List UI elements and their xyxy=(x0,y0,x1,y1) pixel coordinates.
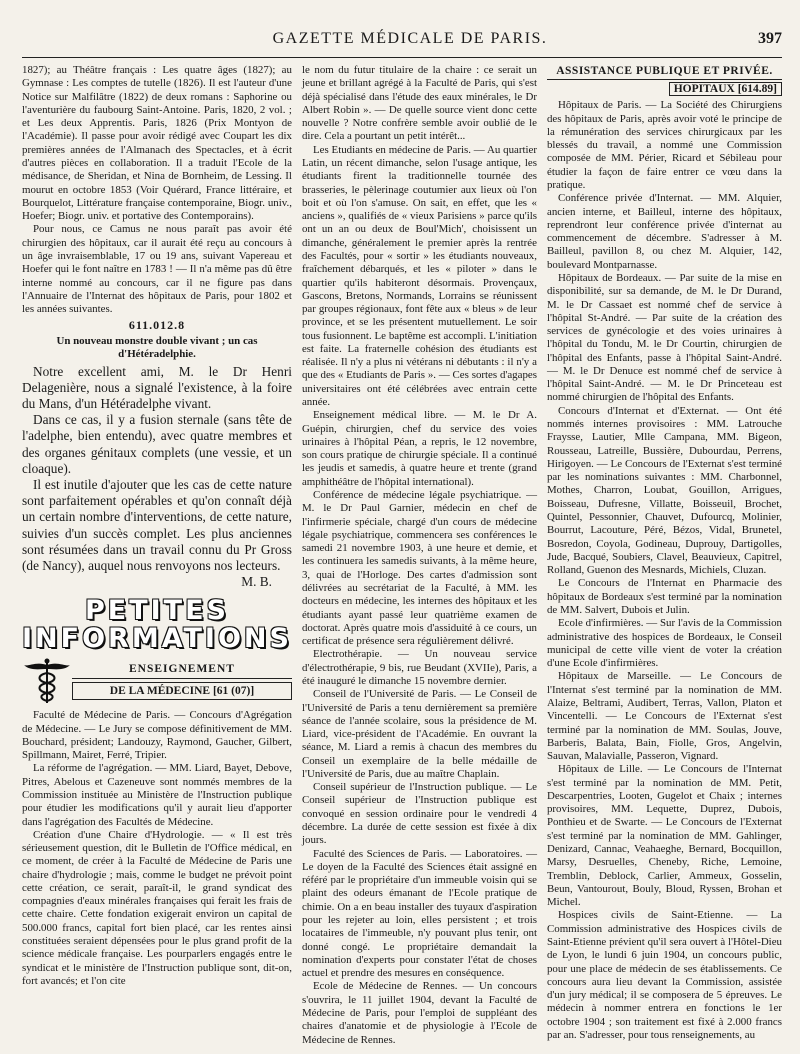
paragraph: Dans ce cas, il y a fusion sternale (sans tête de l'adelphe, bien entendu), avec quatre membres et des organes génitaux complets (une vessie, et un cloaque). xyxy=(22,412,292,476)
section-title: ENSEIGNEMENT xyxy=(72,662,292,679)
paragraph: Hôpitaux de Bordeaux. — Par suite de la mise en disponibilité, sur sa demande, de M. le Dr Durand, M. le Dr Cassaet est nommé chef de service à l'hôpital St-André. — Par suite de la création des services de gynécologie et des voies urinaires à l'hôpital du Tondu, M. le Dr Courtin, chirurgien de l'hôpital des Enfants, passe à l'hôpital Saint-André. — M. le Dr Denuce est nommé chef de service à l'hôpital Saint-André. — M. le Dr Princeteau est nommé chirurgien de l'hôpital des Enfants. xyxy=(546,271,782,404)
journal-title: GAZETTE MÉDICALE DE PARIS. xyxy=(272,30,548,47)
paragraph: La réforme de l'agrégation. — MM. Liard, Bayet, Debove, Pitres, Abelous et Cazeneuve sont nommés membres de la Commission instituée au Ministère de l'Instruction publique pour étudier les modifications qu'il y aurait lieu d'apporter dans l'agrégation des Facultés de Médecine. xyxy=(22,762,292,828)
paragraph: Les Etudiants en médecine de Paris. — Au quartier Latin, un récent dimanche, selon l'usage antique, les étudiants firent la traditionnelle tournée des brasseries, le pèlerinage coutumier aux lieux où l'on boit et où l'on s'amuse. On sait, en effet, que les « anciens », qualifiés de « vieux Parisiens » parce qu'ils ont un an ou deux de Boul'Mich', choisissent un dimanche, généralement le premier après la rentrée des Facultés, pour « sortir » les étudiants nouveaux, fraîchement débarqués, et les « piloter » dans le quartier qu'ils habiteront désormais. Provençaux, Gascons, Bretons, Normands, Lorrains se réunissent par groupes régionaux, font fête aux « bleus » de leur province, et se les présentent mutuellement. Le soir tous fusionnent. Le baptême est accompli. L'initiation est faite. La fraternelle cohésion des étudiants est réalisée. Il n'y a plus ni vétérans ni débutants : il n'y a que des « Etudiants de Paris ». — Ces sortes d'agapes universitaires ont été célébrées avec entrain cette année. xyxy=(301,143,537,409)
column-middle xyxy=(302,64,537,1049)
section-subtitle: DE LA MÉDECINE [61 (07)] xyxy=(72,682,292,700)
paragraph: Conseil supérieur de l'Instruction publique. — Le Conseil supérieur de l'Instruction publique est convoqué en session ordinaire pour le vendredi 4 décembre. La durée de cette session est fixée à dix jours. xyxy=(301,781,537,847)
paragraph: Concours d'Internat et d'Externat. — Ont été nommés internes provisoires : MM. Latrouche Fraysse, Lautier, Mlle Campana, MM. Bigeon, Rousseau, Latreille, Bussière, Dubourdau, Perrens, Hirigoyen. — Le Concours de l'Externat s'est terminé par les nominations suivantes : MM. Charbonnel, Mothes, Charron, Loubat, Gouillon, Arrigues, Boisseau, Dufresne, Villatte, Boisseuil, Brochet, Quintel, Pessonnier, Chauvet, Dufourcq, Molinier, Bourrut, Lacouture, Péré, Bézos, Vidal, Brunetel, Bosredon, Coyola, Godineau, Duprouy, Dartigolles, Jude, Bacqué, Soubiers, Clavel, Beauvieux, Capitrel, Rolland, Guenon des Mesnards, Michiels, Cluzan. xyxy=(546,404,782,577)
paragraph: Hôpitaux de Paris. — La Société des Chirurgiens des hôpitaux de Paris, après avoir voté le principe de la rémunération des services chirurgicaux par les blessés du travail, a nommé une Commission composée de MM. Périer, Ricard et Sébileau pour étudier la façon de faire entrer ce vœu dans la pratique. xyxy=(546,99,782,191)
paragraph: Faculté des Sciences de Paris. — Laboratoires. — Le doyen de la Faculté des Sciences était assigné en référé par le propriétaire d'un immeuble voisin qui se plaint des odeurs émanant de l'Ecole pratique de chimie. On a en beau installer des tuyaux d'aspiration pour les rejeter au loin, elles persistent ; et trois locataires de l'immeuble, n'y pouvant plus tenir, ont donné congé. Le propriétaire demandait la nomination d'experts pour constater l'état de choses actuel et prendre des mesures en conséquence. xyxy=(301,847,537,980)
paragraph: Il est inutile d'ajouter que les cas de cette nature sont parfaitement opérables et qu'on connaît déjà un certain nombre d'interventions, de cette nature, suivies d'un succès complet. Les plus anciennes sont résumées dans un travail connu du Pr Gross (de Nancy), auquel nous renvoyons nos lecteurs. xyxy=(22,477,292,574)
section-title: ASSISTANCE PUBLIQUE ET PRIVÉE. xyxy=(547,64,782,80)
paragraph: Faculté de Médecine de Paris. — Concours d'Agrégation de Médecine. — Le Jury se compose définitivement de MM. Bouchard, président; Landouzy, Raymond, Gaucher, Gilbert, Spillmann, Mairet, Ferré, Tripier. xyxy=(22,709,292,762)
page-header xyxy=(22,30,782,58)
paragraph: Electrothérapie. — Un nouveau service d'électrothérapie, 9 bis, rue Beudant (XVIIe), Paris, a été inauguré le dimanche 15 novembre dernier. xyxy=(301,648,537,687)
section-subtitle-wrap xyxy=(547,82,782,96)
paragraph: Notre excellent ami, M. le Dr Henri Delagenière, nous a signalé l'existence, à la foire du Mans, d'un Hétéradelphe vivant. xyxy=(22,363,292,411)
signature: M. B. xyxy=(241,574,272,590)
paragraph: Conférence privée d'Internat. — MM. Alquier, ancien interne, et Bailleul, interne des hôpitaux, reprendront leur conférence privée d'internat au commencement de décembre. S'adresser à M. Bailleul, pavillon 8, ou chez M. Alquier, 142, boulevard Montparnasse. xyxy=(546,192,782,271)
article-heading: Un nouveau monstre double vivant ; un cas d'Hétéradelphie. xyxy=(56,334,258,361)
columns xyxy=(22,64,782,1049)
section-banner xyxy=(22,594,292,654)
banner-line-2: INFORMATIONS xyxy=(22,622,292,654)
section-subtitle: HOPITAUX [614.89] xyxy=(669,82,782,96)
classification-code: 611.012.8 xyxy=(128,318,186,333)
paragraph: Création d'une Chaire d'Hydrologie. — « Il est très sérieusement question, dit le Bulletin de l'Office médical, en ce moment, de créer à la Faculté de Médecine de Paris une chaire d'hydrologie ; mais, comme le budget ne prévoit point cette création, ce serait, paraît-il, le grand syndicat des compagnies d'eaux minérales françaises qui ferait les frais de cette chaire. Cette fondation exigerait environ un capital de 500.000 francs, capital fort bien placé, car les rentes ainsi constituées seraient dépensées pour le plus grand profit de la science médicale française. Les pourparlers engagés entre le syndicat et le ministère de l'Instruction publique sont, dit-on, fort avancés; et l'on cite xyxy=(22,828,292,987)
paragraph: Enseignement médical libre. — M. le Dr A. Guépin, chirurgien, chef du service des voies urinaires à l'hôpital Péan, a repris, le 12 novembre, son cours pratique de chirurgie spéciale. Il a continué les jeudis et samedis, à quatre heure et trente (grand amphithéâtre de l'hôpital international). xyxy=(301,409,537,488)
paragraph: Ecole de Médecine de Rennes. — Un concours s'ouvrira, le 11 juillet 1904, devant la Faculté de Médecine de Paris, pour l'emploi de suppléant des chaires d'anatomie et de physiologie à l'Ecole de Médecine de Rennes. xyxy=(301,980,537,1046)
paragraph: Hôpitaux de Marseille. — Le Concours de l'Internat s'est terminé par la nomination de MM. Alaize, Beltrami, Audibert, Terras, Vallon, Platon et Vincentelli. — Le Concours de l'Externat s'est terminé par la nomination de MM. Soulas, Jouve, Barberis, Balata, Bain, Fiolle, Gros, Angelvin, Sauvan, Malavialle, Passeron, Vignard. xyxy=(546,670,782,763)
column-right xyxy=(547,64,782,1049)
paragraph: Hospices civils de Saint-Etienne. — La Commission administrative des Hospices civils de Saint-Etienne prévient qu'il sera ouvert à l'Hôtel-Dieu de Lyon, le lundi 6 juin 1904, un concours public, pour une place de médecin de ses établissements. Ce concours aura lieu devant la Commission, assistée d'un jury médical; il se composera de 5 épreuves. Le médecin à nommer entrera en fonctions le 1er octobre 1904 ; son traitement est fixé à 2.000 francs par an. S'adresser, pour tous renseignements, au xyxy=(546,909,782,1041)
paragraph: Conseil de l'Université de Paris. — Le Conseil de l'Université de Paris a tenu dernièrement sa première séance de l'année scolaire, sous la présidence de M. Liard, vice-président de l'Académie. En ouvrant la séance, M. Liard a remis à chacun des membres du Conseil un exemplaire de la belle médaille de l'Université de Paris, due au maître Chaplain. xyxy=(301,688,537,780)
paragraph: Le Concours de l'Internat en Pharmacie des hôpitaux de Bordeaux s'est terminé par la nomination de MM. Salvert, Dubois et Julin. xyxy=(546,577,782,616)
paragraph: Conférence de médecine légale psychiatrique. — M. le Dr Paul Garnier, médecin en chef de l'infirmerie spéciale, chargé d'un cours de médecine légale psychiatrique, commencera ses conférences le samedi 21 novembre 1903, à une heure et demie, et les continuera les samedis suivants, à la même heure, 3, quai de l'Horloge. Des cartes d'admission sont délivrées au secrétariat de la Faculté, à MM. les docteurs en médecine, les internes des hôpitaux et les étudiants ayant passé leur quatrième examen de doctorat. Après quatre mois d'assiduité à ce cours, un certificat de présence sera régulièrement délivré. xyxy=(301,489,537,648)
banner-line-1: PETITES xyxy=(84,594,229,626)
paragraph: Hôpitaux de Lille. — Le Concours de l'Internat s'est terminé par la nomination de MM. Petit, Descarpentries, Looten, Gugelot et Chaix ; internes provisoires, MM. Lequette, Duprez, Dubois, Ponthieu et de Swarte. — Le Concours de l'Externat s'est terminé par la nomination de MM. Gahlinger, Denizard, Cannac, Veahaeghe, Bernard, Bocquillon, Marsy, Desruelles, Cheneby, Riche, Lemoine, Tremblin, Deblock, Carlier, Ammeux, Gosselin, Beun, Vantourout, Bouly, Bloud, Ryssen, Brohan et Michel. xyxy=(546,763,782,909)
page-number: 397 xyxy=(758,30,782,47)
column-left xyxy=(22,64,292,1049)
paragraph: Pour nous, ce Camus ne nous paraît pas avoir été chirurgien des hôpitaux, car il aurait été reçu au concours à un âge invraisemblable, 17 ou 19 ans, suivant Vapereau et Hoefer qui le font naître en 1783 ! — Il n'a même pas dû être interne nommé au concours, car il ne figure pas dans l'Annuaire de l'Internat des hôpitaux de Paris, pour 1802 et les années suivantes. xyxy=(22,223,292,316)
section-header-enseignement xyxy=(22,657,292,705)
caduceus-icon xyxy=(22,657,72,705)
paragraph: Ecole d'infirmières. — Sur l'avis de la Commission administrative des hospices de Bordeaux, le Conseil municipal de cette ville vient de voter la création d'une Ecole d'infirmières. xyxy=(546,617,782,670)
paragraph: le nom du futur titulaire de la chaire : ce serait un jeune et brillant agrégé à la Faculté de Paris, qui s'est déjà spécialisé dans l'étude des eaux minérales, le Dr Albert Robin ». — De quelle source vient donc cette nouvelle ? Notre confrère semble avoir oublié de le dire. Cela a pourtant un petit intérêt... xyxy=(301,64,537,143)
paragraph: 1827); au Théâtre français : Les quatre âges (1827); au Gymnase : Les comptes de tutelle (1826). Il est l'auteur d'une Notice sur Malfilâtre (1822) de deux romans : Saphorine ou l'aventurière du faubourg Saint-Antoine. Paris, 1820, 2 vol. ; et Les deux Apprentis. Paris, 1826 (Prix Montyon de l'Académie). Il passe pour avoir rédigé avec Coupart les dix premières années de l'Almanach des Spectacles, et à écrit d'autres pièces en collaboration. Il a traduit l'Ecole de la médisance, de Sheridan, et Nina de Bornheim, de Lessing. Il mourut en octobre 1853 (Voir Quérard, France littéraire, et Bourquelot, Littérature française contemporaine, Biogr. univ., Hoefer; Biogr. univ. et portative des Contemporains). xyxy=(22,64,292,223)
